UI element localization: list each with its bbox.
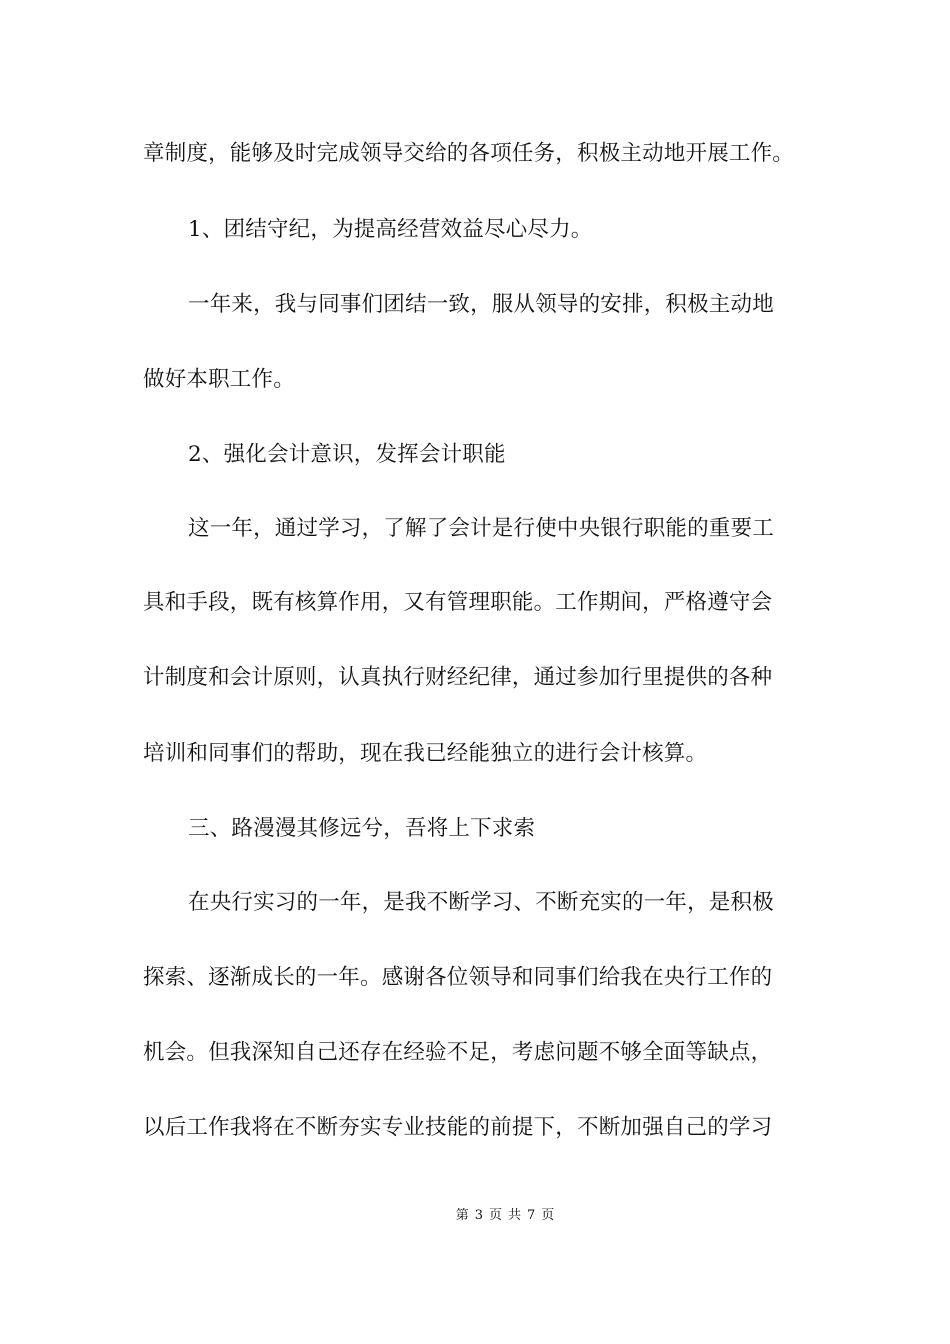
paragraph-line-4: 这一年，通过学习，了解了会计是行使中央银行职能的重要工 [188, 516, 774, 541]
paragraph-line-3: 做好本职工作。 [143, 367, 295, 392]
paragraph-line-10: 机会。但我深知自己还存在经验不足，考虑问题不够全面等缺点， [143, 1040, 773, 1065]
footer-suffix: 页 [541, 1208, 555, 1223]
footer-total-word: 共 [508, 1208, 522, 1223]
footer-page-word: 页 [488, 1208, 502, 1223]
paragraph-line-11: 以后工作我将在不断夯实专业技能的前提下，不断加强自己的学习 [143, 1115, 773, 1140]
paragraph-line-1: 章制度，能够及时完成领导交给的各项任务，积极主动地开展工作。 [143, 141, 795, 166]
section-heading-1: 1、团结守纪，为提高经营效益尽心尽力。 [188, 217, 593, 242]
footer-total-pages: 7 [527, 1208, 536, 1223]
paragraph-line-7: 培训和同事们的帮助，现在我已经能独立的进行会计核算。 [143, 741, 708, 766]
paragraph-line-9: 探索、逐渐成长的一年。感谢各位领导和同事们给我在央行工作的 [143, 965, 773, 990]
section-heading-3: 三、路漫漫其修远兮，吾将上下求索 [188, 816, 536, 841]
paragraph-line-2: 一年来，我与同事们团结一致，服从领导的安排，积极主动地 [188, 292, 774, 317]
footer-current-page: 3 [474, 1208, 483, 1223]
page-footer [0, 1207, 950, 1225]
paragraph-line-8: 在央行实习的一年，是我不断学习、不断充实的一年，是积极 [188, 890, 774, 915]
section-heading-2: 2、强化会计意识，发挥会计职能 [188, 442, 506, 467]
paragraph-line-6: 计制度和会计原则，认真执行财经纪律，通过参加行里提供的各种 [143, 665, 773, 690]
paragraph-line-5: 具和手段，既有核算作用，又有管理职能。工作期间，严格遵守会 [143, 590, 773, 615]
footer-prefix: 第 [455, 1208, 469, 1223]
